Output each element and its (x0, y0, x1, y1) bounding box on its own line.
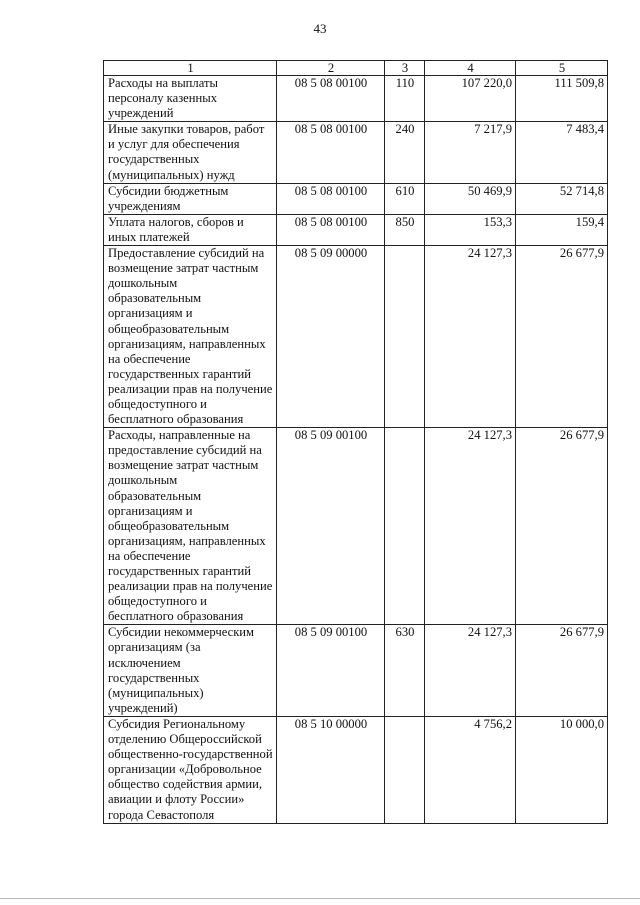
row-code: 08 5 10 00000 (277, 716, 385, 823)
row-value-col5: 111 509,8 (516, 76, 608, 122)
table-row (104, 76, 608, 122)
row-value-col4: 7 217,9 (425, 122, 516, 183)
row-value-col5: 52 714,8 (516, 183, 608, 214)
header-col-4: 4 (425, 61, 516, 76)
row-code: 08 5 09 00100 (277, 428, 385, 625)
table-row (104, 428, 608, 625)
table-row (104, 716, 608, 823)
row-expense-type: 850 (385, 214, 425, 245)
row-value-col4: 4 756,2 (425, 716, 516, 823)
row-name: Субсидии бюджетным учреждениям (104, 183, 277, 214)
row-value-col5: 10 000,0 (516, 716, 608, 823)
row-code: 08 5 08 00100 (277, 122, 385, 183)
row-name: Иные закупки товаров, работ и услуг для обеспечения государственных (муниципальных) нужд (104, 122, 277, 183)
table-header-row (104, 61, 608, 76)
row-value-col4: 153,3 (425, 214, 516, 245)
header-col-5: 5 (516, 61, 608, 76)
row-value-col4: 50 469,9 (425, 183, 516, 214)
row-expense-type: 110 (385, 76, 425, 122)
row-value-col5: 7 483,4 (516, 122, 608, 183)
row-expense-type: 610 (385, 183, 425, 214)
row-name: Субсидия Региональному отделению Общероссийской общественно-государственной организации «Добровольное общество содействия армии, авиации и флоту России» города Севастополя (104, 716, 277, 823)
row-value-col5: 26 677,9 (516, 428, 608, 625)
row-expense-type (385, 716, 425, 823)
header-col-2: 2 (277, 61, 385, 76)
row-code: 08 5 08 00100 (277, 183, 385, 214)
row-value-col5: 159,4 (516, 214, 608, 245)
table-row (104, 122, 608, 183)
table-row (104, 183, 608, 214)
row-value-col4: 107 220,0 (425, 76, 516, 122)
budget-table (103, 60, 608, 824)
row-name: Расходы на выплаты персоналу казенных учреждений (104, 76, 277, 122)
row-expense-type (385, 246, 425, 428)
page-number: 43 (313, 21, 327, 36)
row-value-col4: 24 127,3 (425, 246, 516, 428)
table-row (104, 246, 608, 428)
row-name: Предоставление субсидий на возмещение затрат частным дошкольным образовательным организациям и общеобразовательным организациям, направленных на обеспечение государственных гарантий реализации прав на получение общедоступного и бесплатного образования (104, 246, 277, 428)
row-code: 08 5 08 00100 (277, 214, 385, 245)
row-value-col5: 26 677,9 (516, 246, 608, 428)
row-value-col5: 26 677,9 (516, 625, 608, 717)
row-value-col4: 24 127,3 (425, 625, 516, 717)
row-code: 08 5 09 00100 (277, 625, 385, 717)
table-row (104, 625, 608, 717)
row-expense-type (385, 428, 425, 625)
row-name: Расходы, направленные на предоставление субсидий на возмещение затрат частным дошкольным образовательным организациям и общеобразовательным организациям, направленных на обеспечение государственных гарантий реализации прав на получение общедоступного и бесплатного образования (104, 428, 277, 625)
page-bottom-edge (0, 898, 640, 899)
row-expense-type: 630 (385, 625, 425, 717)
row-code: 08 5 09 00000 (277, 246, 385, 428)
header-col-1: 1 (104, 61, 277, 76)
table-row (104, 214, 608, 245)
header-col-3: 3 (385, 61, 425, 76)
row-value-col4: 24 127,3 (425, 428, 516, 625)
row-expense-type: 240 (385, 122, 425, 183)
row-name: Уплата налогов, сборов и иных платежей (104, 214, 277, 245)
row-code: 08 5 08 00100 (277, 76, 385, 122)
row-name: Субсидии некоммерческим организациям (за исключением государственных (муниципальных) учреждений) (104, 625, 277, 717)
